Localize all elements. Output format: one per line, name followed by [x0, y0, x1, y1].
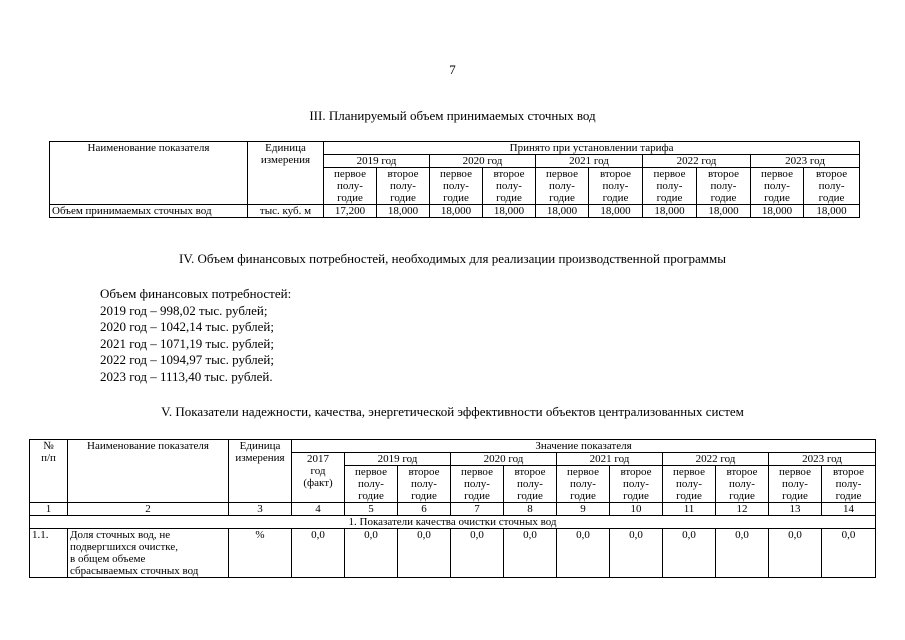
column-number: 12 [716, 503, 769, 516]
column-number: 14 [822, 503, 876, 516]
section-4-title: IV. Объем финансовых потребностей, необходимых для реализации производственной программы [179, 251, 726, 266]
page-number: 7 [449, 62, 456, 77]
value-cell: 0,0 [822, 529, 876, 578]
value-cell: 18,000 [377, 205, 430, 218]
header-tariff: Принято при установлении тарифа [324, 142, 860, 155]
header-first-half-2023: первое полу- годие [751, 168, 804, 205]
column-number: 11 [663, 503, 716, 516]
column-number: 3 [229, 503, 292, 516]
value-cell: 0,0 [610, 529, 663, 578]
header-first-half-2020: первое полу- годие [430, 168, 483, 205]
header-indicator-name: Наименование показателя [68, 440, 229, 503]
header-year-2020: 2020 год [451, 453, 557, 466]
header-year-2019: 2019 год [324, 155, 430, 168]
row-indicator-name: Доля сточных вод, не подвергшихся очистке, в общем объеме сбрасываемых сточных вод [68, 529, 229, 578]
column-number: 7 [451, 503, 504, 516]
header-year-2022: 2022 год [643, 155, 751, 168]
column-number: 9 [557, 503, 610, 516]
value-cell: 0,0 [292, 529, 345, 578]
header-second-half-2020: второе полу- годие [483, 168, 536, 205]
section-5-title: V. Показатели надежности, качества, энергетической эффективности объектов централизованных систем [161, 404, 744, 419]
financial-needs-label: Объем финансовых потребностей: [100, 286, 292, 301]
header-year-2019: 2019 год [345, 453, 451, 466]
header-year-2023: 2023 год [751, 155, 860, 168]
header-second-half-2020: второе полу- годие [504, 466, 557, 503]
column-number: 10 [610, 503, 663, 516]
column-number: 4 [292, 503, 345, 516]
header-first-half-2021: первое полу- годие [557, 466, 610, 503]
header-year-2022: 2022 год [663, 453, 769, 466]
header-indicator-value: Значение показателя [292, 440, 876, 453]
header-second-half-2021: второе полу- годие [589, 168, 643, 205]
header-second-half-2022: второе полу- годие [697, 168, 751, 205]
financial-needs-line: 2020 год – 1042,14 тыс. рублей; [100, 319, 274, 334]
row-unit: % [229, 529, 292, 578]
header-year-2021: 2021 год [536, 155, 643, 168]
value-cell: 0,0 [557, 529, 610, 578]
value-cell: 0,0 [398, 529, 451, 578]
value-cell: 0,0 [345, 529, 398, 578]
column-number: 13 [769, 503, 822, 516]
header-first-half-2023: первое полу- годие [769, 466, 822, 503]
value-cell: 17,200 [324, 205, 377, 218]
column-number: 8 [504, 503, 557, 516]
value-cell: 18,000 [589, 205, 643, 218]
header-first-half-2020: первое полу- годие [451, 466, 504, 503]
financial-needs-line: 2019 год – 998,02 тыс. рублей; [100, 302, 268, 318]
header-first-half-2022: первое полу- годие [643, 168, 697, 205]
header-first-half-2021: первое полу- годие [536, 168, 589, 205]
row-number: 1.1. [30, 529, 68, 578]
column-number: 6 [398, 503, 451, 516]
wastewater-volume-table [49, 141, 860, 218]
header-second-half-2023: второе полу- годие [804, 168, 860, 205]
header-second-half-2021: второе полу- годие [610, 466, 663, 503]
column-number: 2 [68, 503, 229, 516]
subsection-quality-title: 1. Показатели качества очистки сточных вод [30, 516, 876, 529]
value-cell: 18,000 [483, 205, 536, 218]
row-indicator-name: Объем принимаемых сточных вод [50, 205, 248, 218]
header-second-half-2019: второе полу- годие [377, 168, 430, 205]
value-cell: 0,0 [769, 529, 822, 578]
header-base-year: 2017 год (факт) [292, 453, 345, 503]
value-cell: 0,0 [663, 529, 716, 578]
row-unit: тыс. куб. м [248, 205, 324, 218]
reliability-indicators-table [29, 439, 876, 578]
section-3-title: III. Планируемый объем принимаемых сточных вод [309, 108, 596, 123]
header-year-2023: 2023 год [769, 453, 876, 466]
value-cell: 18,000 [804, 205, 860, 218]
header-indicator-name: Наименование показателя [50, 142, 248, 205]
column-number: 5 [345, 503, 398, 516]
header-unit: Единица измерения [248, 142, 324, 205]
header-row-number: № п/п [30, 440, 68, 503]
financial-needs-line: 2022 год – 1094,97 тыс. рублей; [100, 352, 274, 367]
column-number: 1 [30, 503, 68, 516]
financial-needs-list [100, 286, 291, 385]
value-cell: 0,0 [504, 529, 557, 578]
header-first-half-2019: первое полу- годие [324, 168, 377, 205]
financial-needs-line: 2021 год – 1071,19 тыс. рублей; [100, 335, 274, 351]
value-cell: 18,000 [643, 205, 697, 218]
header-year-2020: 2020 год [430, 155, 536, 168]
financial-needs-line: 2023 год – 1113,40 тыс. рублей. [100, 368, 273, 384]
header-first-half-2022: первое полу- годие [663, 466, 716, 503]
value-cell: 18,000 [751, 205, 804, 218]
value-cell: 18,000 [697, 205, 751, 218]
header-second-half-2023: второе полу- годие [822, 466, 876, 503]
value-cell: 0,0 [451, 529, 504, 578]
header-unit: Единица измерения [229, 440, 292, 503]
header-second-half-2022: второе полу- годие [716, 466, 769, 503]
header-year-2021: 2021 год [557, 453, 663, 466]
value-cell: 0,0 [716, 529, 769, 578]
value-cell: 18,000 [430, 205, 483, 218]
value-cell: 18,000 [536, 205, 589, 218]
header-second-half-2019: второе полу- годие [398, 466, 451, 503]
header-first-half-2019: первое полу- годие [345, 466, 398, 503]
